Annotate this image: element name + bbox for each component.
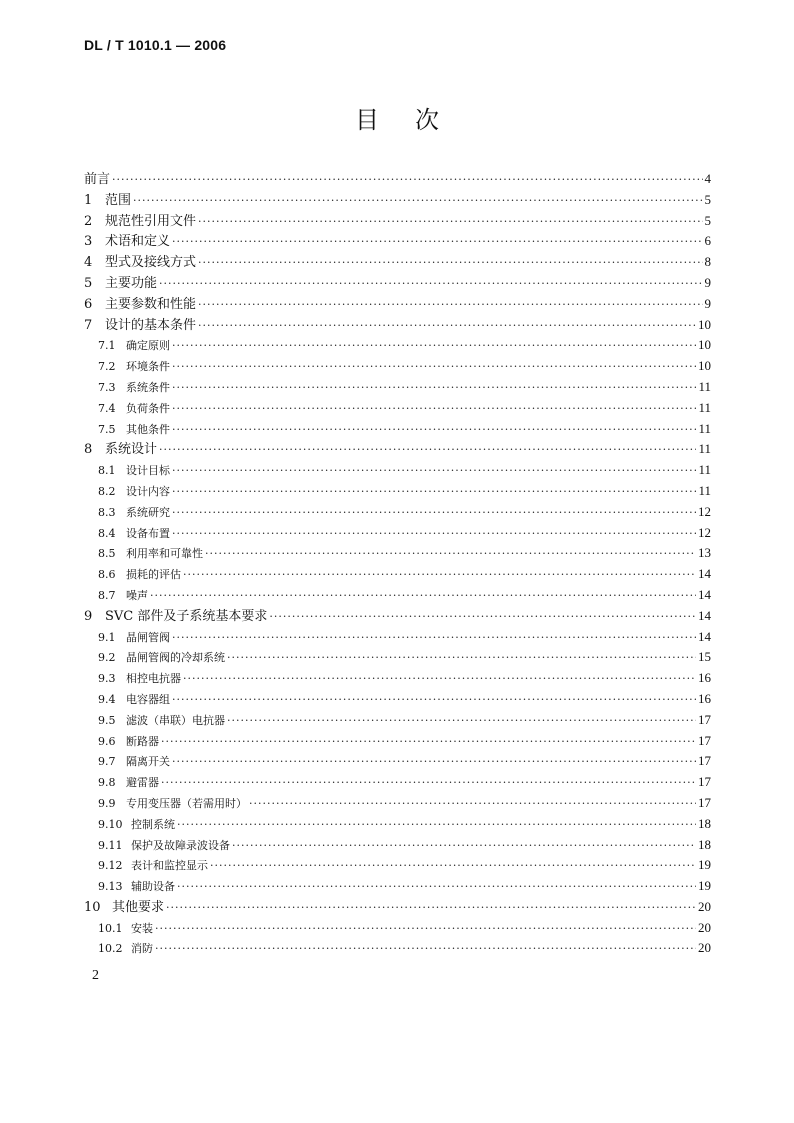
toc-dot-leader xyxy=(198,295,702,316)
toc-dot-leader xyxy=(159,440,696,461)
toc-entry-title: 断路器 xyxy=(126,734,159,748)
toc-dot-leader xyxy=(172,399,696,420)
toc-entry-page: 17 xyxy=(698,753,711,769)
toc-entry-page: 10 xyxy=(698,358,711,374)
page-title: 目次 xyxy=(355,106,475,134)
toc-dot-leader xyxy=(198,253,702,274)
toc-entry-page: 14 xyxy=(698,607,711,623)
toc-entry-title: 损耗的评估 xyxy=(126,568,181,582)
toc-entry-number: 4 xyxy=(84,255,93,271)
toc-entry-number: 9.13 xyxy=(98,880,123,894)
toc-entry[interactable] xyxy=(84,543,711,564)
toc-entry-number: 9.5 xyxy=(98,713,116,727)
toc-entry-title: 噪声 xyxy=(126,588,148,602)
toc-entry-number: 9.1 xyxy=(98,630,116,644)
toc-entry-title: 主要功能 xyxy=(105,275,158,291)
toc-entry[interactable] xyxy=(84,876,711,897)
toc-dot-leader xyxy=(172,628,696,649)
toc-entry[interactable] xyxy=(84,689,711,710)
toc-dot-leader xyxy=(183,669,696,690)
toc-entry-page: 17 xyxy=(698,711,711,727)
toc-entry-number: 9.3 xyxy=(98,672,116,686)
toc-entry-page: 17 xyxy=(698,794,711,810)
toc-entry-title: 设计内容 xyxy=(126,484,170,498)
toc-entry[interactable] xyxy=(84,647,711,668)
toc-entry-page: 11 xyxy=(698,399,711,415)
toc-entry-page: 14 xyxy=(698,628,711,644)
toc-entry-page: 19 xyxy=(698,878,711,894)
toc-entry[interactable] xyxy=(84,315,711,336)
toc-entry-number: 6 xyxy=(84,296,93,312)
toc-entry-page: 9 xyxy=(704,295,711,311)
toc-entry-number: 7 xyxy=(84,317,93,333)
toc-entry-title: 隔离开关 xyxy=(126,755,170,769)
toc-dot-leader xyxy=(172,461,696,482)
toc-dot-leader xyxy=(198,316,696,337)
toc-entry-title: 电容器组 xyxy=(126,692,170,706)
toc-entry-number: 1 xyxy=(84,192,93,208)
toc-entry-title: 规范性引用文件 xyxy=(105,213,197,229)
toc-entry-page: 4 xyxy=(704,171,711,186)
toc-dot-leader xyxy=(150,586,696,607)
toc-entry[interactable] xyxy=(84,564,711,585)
toc-entry-number: 9.4 xyxy=(98,692,116,706)
toc-entry-title: 专用变压器（若需用时） xyxy=(126,796,247,810)
toc-entry-page: 18 xyxy=(698,836,711,852)
toc-entry-title: 系统条件 xyxy=(126,380,170,394)
toc-entry-number: 8.2 xyxy=(98,484,116,498)
toc-entry-title: 相控电抗器 xyxy=(126,672,181,686)
toc-entry-title: 其他要求 xyxy=(112,899,165,915)
toc-dot-leader xyxy=(227,648,696,669)
toc-entry-number: 8.6 xyxy=(98,568,116,582)
toc-entry[interactable] xyxy=(84,897,711,918)
toc-entry-page: 11 xyxy=(698,378,711,394)
toc-dot-leader xyxy=(172,420,696,441)
toc-dot-leader xyxy=(269,607,696,628)
toc-entry-title: 辅助设备 xyxy=(131,880,175,894)
toc-entry-title: 表计和监控显示 xyxy=(131,859,208,873)
toc-entry[interactable] xyxy=(84,918,711,939)
toc-entry[interactable] xyxy=(84,585,711,606)
toc-entry[interactable] xyxy=(84,439,711,460)
toc-entry-number: 10.1 xyxy=(98,921,123,935)
toc-entry[interactable] xyxy=(84,294,711,315)
toc-entry-number: 8.7 xyxy=(98,588,116,602)
toc-dot-leader xyxy=(172,336,696,357)
toc-entry-title: 范围 xyxy=(105,192,132,208)
toc-entry-page: 20 xyxy=(698,940,711,956)
toc-entry[interactable] xyxy=(84,627,711,648)
toc-entry-number: 2 xyxy=(84,213,93,229)
toc-entry[interactable] xyxy=(84,502,711,523)
toc-entry-title: 设计目标 xyxy=(126,464,170,478)
toc-entry[interactable] xyxy=(84,668,711,689)
toc-entry-page: 10 xyxy=(698,337,711,353)
toc-entry-number: 10.2 xyxy=(98,942,123,956)
toc-entry-page: 5 xyxy=(704,212,711,228)
toc-dot-leader xyxy=(183,565,696,586)
toc-entry[interactable] xyxy=(84,190,711,211)
toc-entry-page: 9 xyxy=(704,274,711,290)
toc-dot-leader xyxy=(133,191,702,212)
toc-entry-page: 10 xyxy=(698,316,711,332)
toc-entry[interactable] xyxy=(84,710,711,731)
toc-entry[interactable] xyxy=(84,835,711,856)
toc-entry[interactable] xyxy=(84,231,711,252)
toc-entry-page: 19 xyxy=(698,857,711,873)
toc-dot-leader xyxy=(172,524,696,545)
toc-entry[interactable] xyxy=(84,419,711,440)
toc-entry-page: 16 xyxy=(698,670,711,686)
toc-entry-title: 控制系统 xyxy=(131,817,175,831)
toc-entry-title: 晶闸管阀的冷却系统 xyxy=(126,651,225,665)
toc-entry[interactable] xyxy=(84,814,711,835)
toc-entry-number: 10 xyxy=(84,899,101,915)
toc-entry-page: 8 xyxy=(704,254,711,270)
toc-entry-page: 17 xyxy=(698,732,711,748)
toc-entry-page: 15 xyxy=(698,649,711,665)
toc-entry-title: 术语和定义 xyxy=(105,234,171,250)
toc-entry-title: 晶闸管阀 xyxy=(126,630,170,644)
toc-entry[interactable] xyxy=(84,377,711,398)
toc-entry[interactable] xyxy=(84,481,711,502)
toc-dot-leader xyxy=(172,482,696,503)
toc-entry[interactable] xyxy=(84,606,711,627)
toc-entry[interactable] xyxy=(84,751,711,772)
toc-entry-page: 13 xyxy=(698,545,711,561)
toc-entry[interactable] xyxy=(84,398,711,419)
toc-entry-number: 8.5 xyxy=(98,547,116,561)
toc-dot-leader xyxy=(172,378,696,399)
toc-entry-title: 设备布置 xyxy=(126,526,170,540)
toc-entry-page: 11 xyxy=(698,482,711,498)
toc-entry-page: 16 xyxy=(698,690,711,706)
toc-entry[interactable] xyxy=(84,523,711,544)
toc-dot-leader xyxy=(232,836,696,857)
toc-entry[interactable] xyxy=(84,731,711,752)
toc-entry-number: 7.1 xyxy=(98,339,116,353)
toc-entry-page: 11 xyxy=(698,441,711,457)
toc-entry-title: 消防 xyxy=(131,942,153,956)
toc-entry-title: 其他条件 xyxy=(126,422,170,436)
toc-entry-page: 12 xyxy=(698,503,711,519)
toc-entry-number: 9.11 xyxy=(98,838,123,852)
toc-entry-title: 主要参数和性能 xyxy=(105,296,197,312)
toc-entry[interactable] xyxy=(84,273,711,294)
toc-dot-leader xyxy=(155,939,696,960)
toc-entry-number: 9.2 xyxy=(98,651,116,665)
toc-dot-leader xyxy=(166,898,696,919)
toc-entry[interactable] xyxy=(84,855,711,876)
toc-entry[interactable] xyxy=(84,460,711,481)
toc-entry-title: SVC 部件及子系统基本要求 xyxy=(105,608,268,624)
toc-entry-number: 9.9 xyxy=(98,796,116,810)
toc-entry-title: 避雷器 xyxy=(126,776,159,790)
toc-entry-number: 7.4 xyxy=(98,401,116,415)
toc-entry-number: 9.10 xyxy=(98,817,123,831)
toc-dot-leader xyxy=(155,919,696,940)
toc-dot-leader xyxy=(249,794,696,815)
toc-dot-leader xyxy=(227,711,696,732)
toc-entry[interactable] xyxy=(84,793,711,814)
toc-dot-leader xyxy=(172,503,696,524)
toc-entry[interactable] xyxy=(84,169,711,190)
toc-entry-number: 9 xyxy=(84,608,93,624)
toc-entry-number: 3 xyxy=(84,234,93,250)
toc-dot-leader xyxy=(172,690,696,711)
toc-entry-title: 安装 xyxy=(131,921,153,935)
toc-entry-title: 前言 xyxy=(84,172,111,187)
toc-dot-leader xyxy=(177,877,696,898)
toc-entry-number: 8.3 xyxy=(98,505,116,519)
toc-entry[interactable] xyxy=(84,938,711,959)
toc-dot-leader xyxy=(210,856,696,877)
toc-entry-title: 型式及接线方式 xyxy=(105,255,197,271)
toc-dot-leader xyxy=(198,212,702,233)
toc-entry-page: 11 xyxy=(698,420,711,436)
toc-dot-leader xyxy=(172,752,696,773)
toc-entry-title: 设计的基本条件 xyxy=(105,317,197,333)
toc-dot-leader xyxy=(161,773,696,794)
document-code: DL / T 1010.1 — 2006 xyxy=(84,37,227,53)
toc-dot-leader xyxy=(161,732,696,753)
toc-entry[interactable] xyxy=(84,335,711,356)
toc-entry[interactable] xyxy=(84,772,711,793)
toc-entry-page: 5 xyxy=(704,191,711,207)
table-of-contents xyxy=(84,169,711,959)
toc-entry[interactable] xyxy=(84,356,711,377)
toc-entry-number: 5 xyxy=(84,275,93,291)
toc-entry-page: 18 xyxy=(698,815,711,831)
toc-entry[interactable] xyxy=(84,252,711,273)
toc-entry-page: 20 xyxy=(698,919,711,935)
toc-entry-title: 负荷条件 xyxy=(126,401,170,415)
toc-entry-number: 8.1 xyxy=(98,464,116,478)
toc-entry-number: 8.4 xyxy=(98,526,116,540)
toc-entry-page: 6 xyxy=(704,233,711,249)
toc-entry-number: 9.12 xyxy=(98,859,123,873)
toc-entry-number: 8 xyxy=(84,442,93,458)
toc-dot-leader xyxy=(172,232,702,253)
toc-entry-title: 环境条件 xyxy=(126,360,170,374)
toc-dot-leader xyxy=(112,170,702,191)
toc-entry-page: 20 xyxy=(698,898,711,914)
toc-entry-number: 7.3 xyxy=(98,380,116,394)
toc-entry-page: 14 xyxy=(698,586,711,602)
toc-dot-leader xyxy=(172,357,696,378)
toc-entry-page: 14 xyxy=(698,566,711,582)
toc-entry-number: 9.8 xyxy=(98,776,116,790)
toc-dot-leader xyxy=(159,274,702,295)
toc-entry-title: 滤波（串联）电抗器 xyxy=(126,713,225,727)
toc-entry-title: 保护及故障录波设备 xyxy=(131,838,230,852)
toc-entry-title: 系统研究 xyxy=(126,505,170,519)
toc-entry-title: 利用率和可靠性 xyxy=(126,547,203,561)
toc-dot-leader xyxy=(177,815,696,836)
page-number: 2 xyxy=(92,968,99,983)
toc-entry-title: 确定原则 xyxy=(126,339,170,353)
toc-entry-page: 17 xyxy=(698,774,711,790)
toc-entry-number: 9.7 xyxy=(98,755,116,769)
toc-entry-number: 9.6 xyxy=(98,734,116,748)
toc-entry-title: 系统设计 xyxy=(105,442,158,458)
toc-entry[interactable] xyxy=(84,211,711,232)
toc-entry-page: 12 xyxy=(698,524,711,540)
toc-entry-page: 11 xyxy=(698,462,711,478)
toc-entry-number: 7.5 xyxy=(98,422,116,436)
toc-entry-number: 7.2 xyxy=(98,360,116,374)
toc-dot-leader xyxy=(205,544,696,565)
